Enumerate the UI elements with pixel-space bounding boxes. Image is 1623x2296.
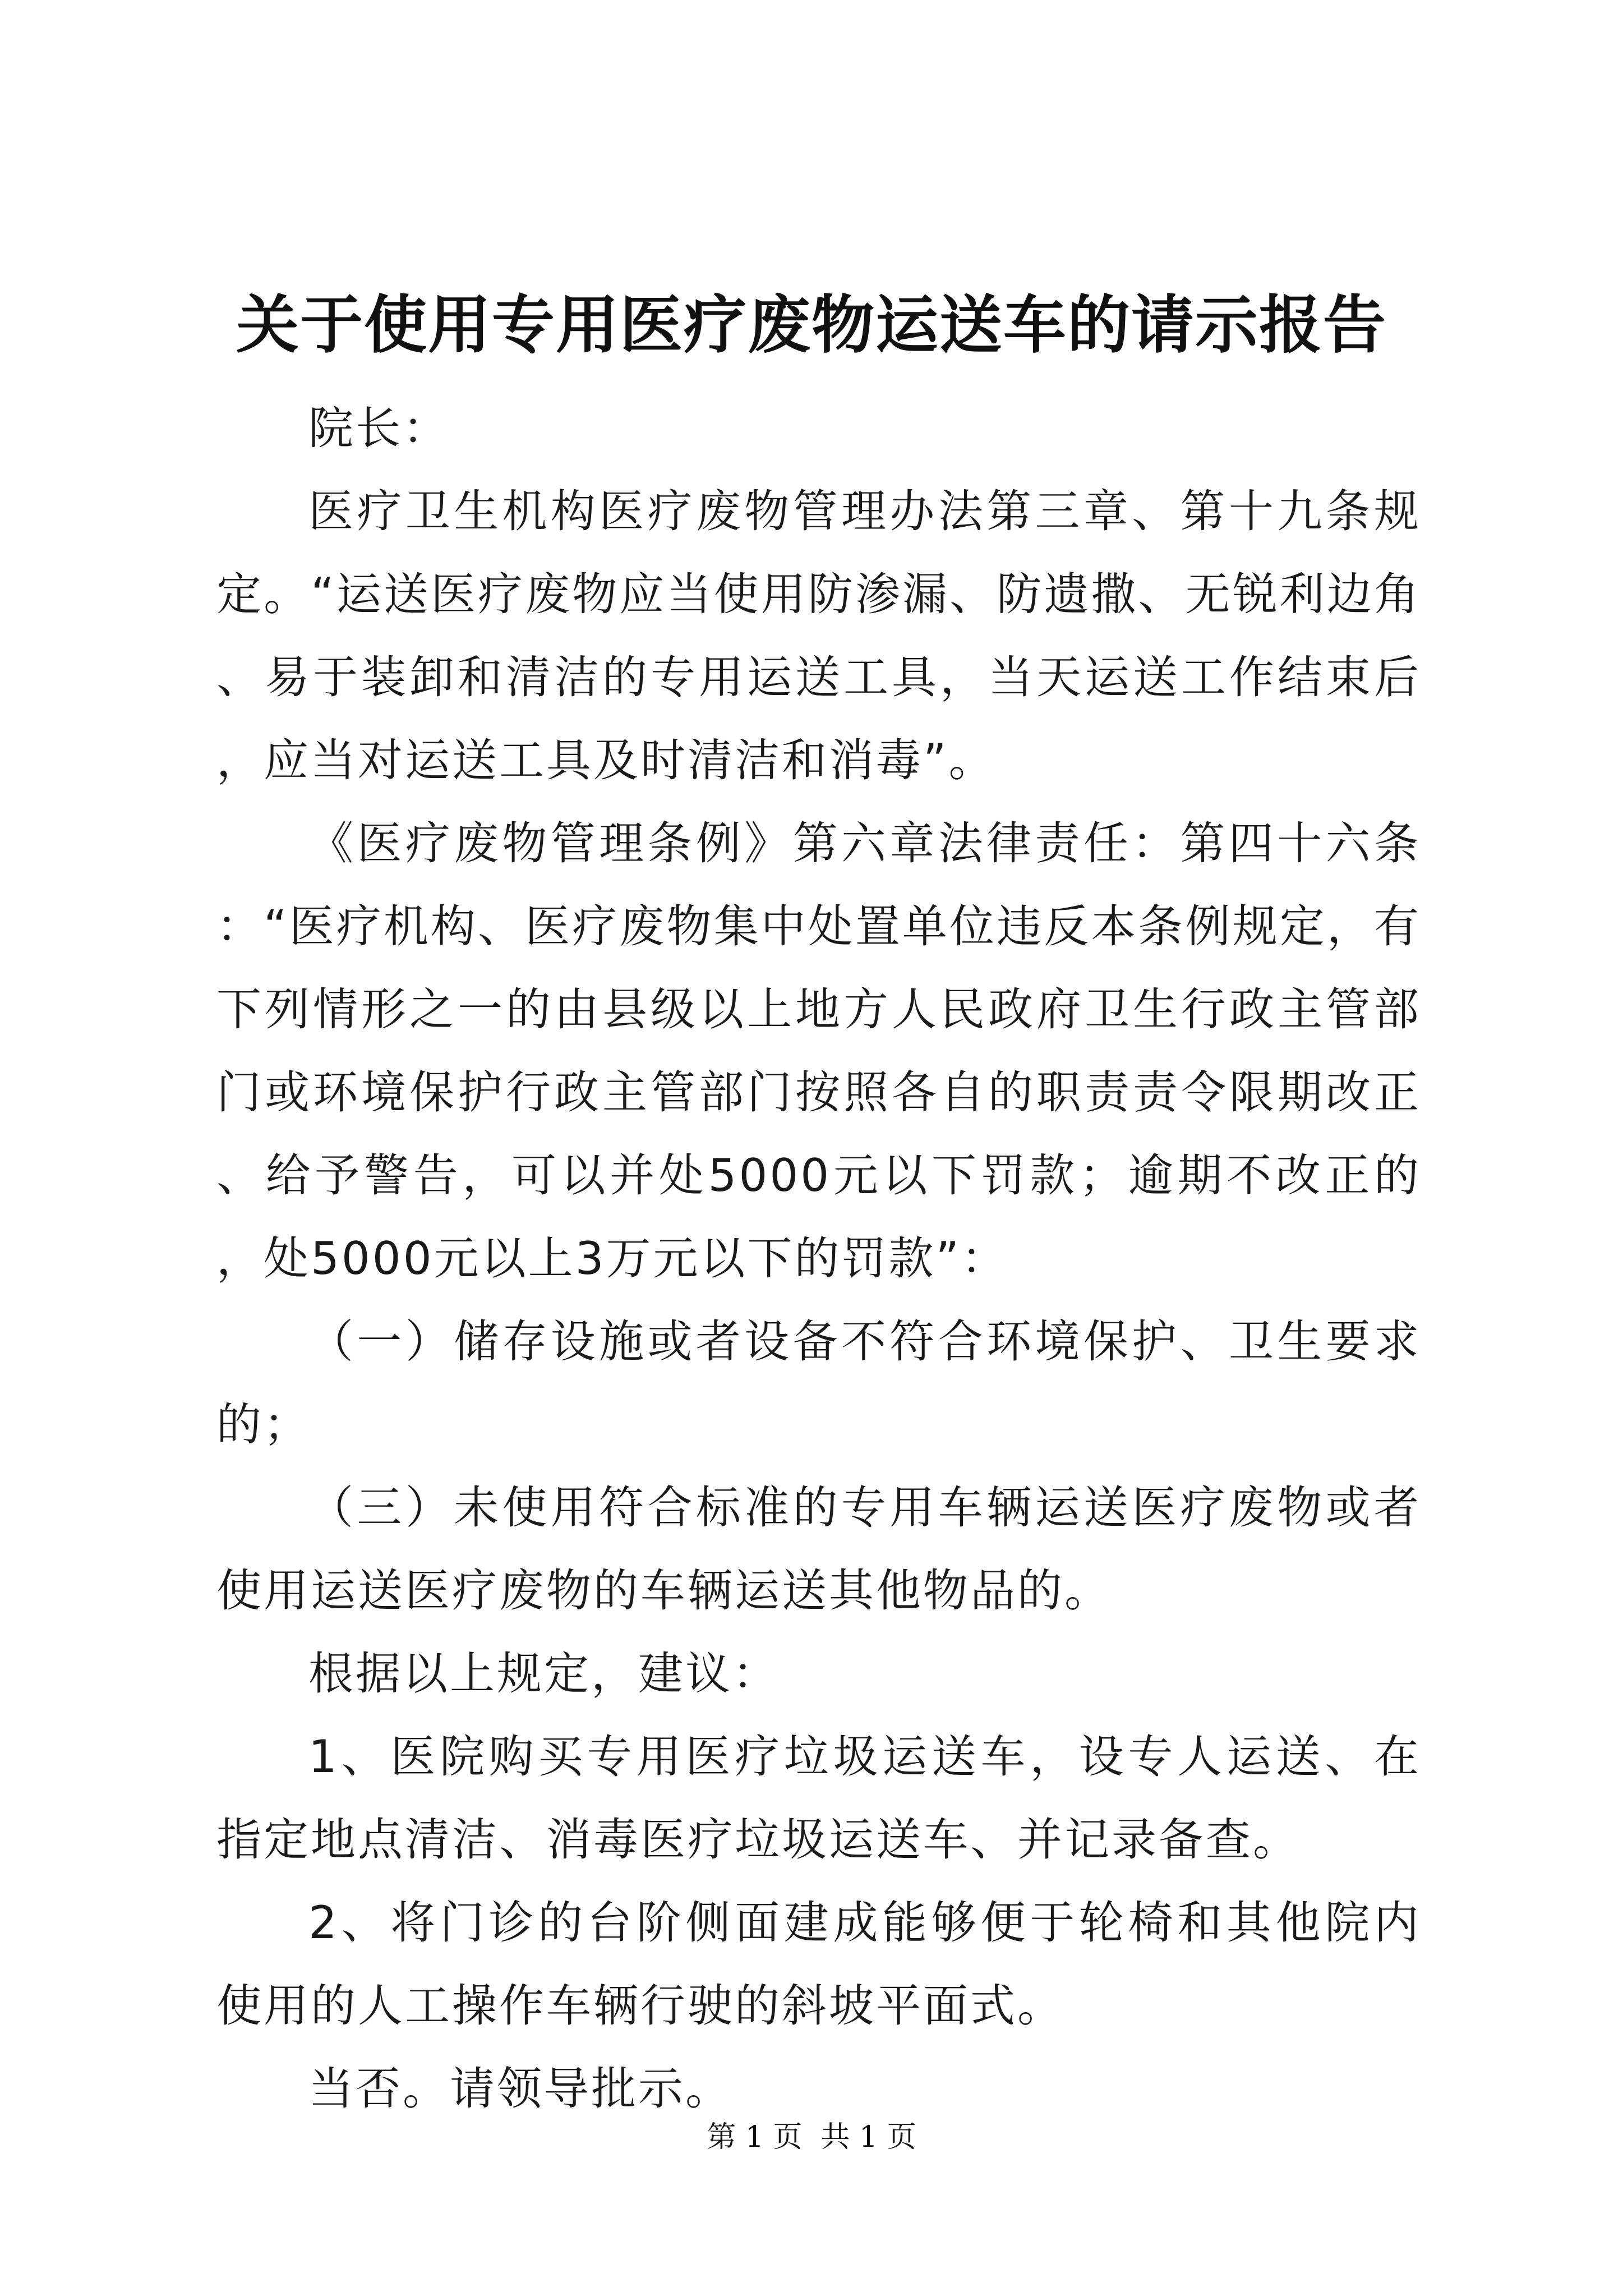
page-number-footer: 第 1 页 共 1 页	[707, 2120, 916, 2154]
paragraph-suggestions-intro: 根据以上规定，建议：	[308, 1648, 780, 1700]
document-title: 关于使用专用医疗废物运送车的请示报告	[236, 288, 1387, 362]
document-body	[216, 387, 1421, 2131]
paragraph-item-three: （三）未使用符合标准的专用车辆运送医疗废物或者使用运送医疗废物的车辆运送其他物品的。	[216, 1481, 1421, 1617]
paragraph-regulation-article-46: 《医疗废物管理条例》第六章法律责任：第四十六条：“医疗机构、医疗废物集中处置单位违反本条例规定，有下列情形之一的由县级以上地方人民政府卫生行政主管部门或环境保护行政主管部门按照各自的职责责令限期改正、给予警告，可以并处5000元以下罚款；逾期不改正的，处5000元以上3万元以下的罚款”：	[216, 817, 1421, 1285]
salutation: 院长：	[308, 402, 450, 454]
paragraph-closing: 当否。请领导批示。	[308, 2063, 732, 2115]
paragraph-item-one: （一）储存设施或者设备不符合环境保护、卫生要求的；	[216, 1315, 1421, 1451]
paragraph-regulation-article-19: 医疗卫生机构医疗废物管理办法第三章、第十九条规定。“运送医疗废物应当使用防渗漏、防遗撒、无锐利边角、易于装卸和清洁的专用运送工具，当天运送工作结束后，应当对运送工具及时清洁和消毒”。	[216, 485, 1421, 786]
paragraph-suggestion-1: 1、医院购买专用医疗垃圾运送车，设专人运送、在指定地点清洁、消毒医疗垃圾运送车、并记录备查。	[216, 1731, 1421, 1866]
paragraph-suggestion-2: 2、将门诊的台阶侧面建成能够便于轮椅和其他院内使用的人工操作车辆行驶的斜坡平面式。	[216, 1897, 1421, 2032]
